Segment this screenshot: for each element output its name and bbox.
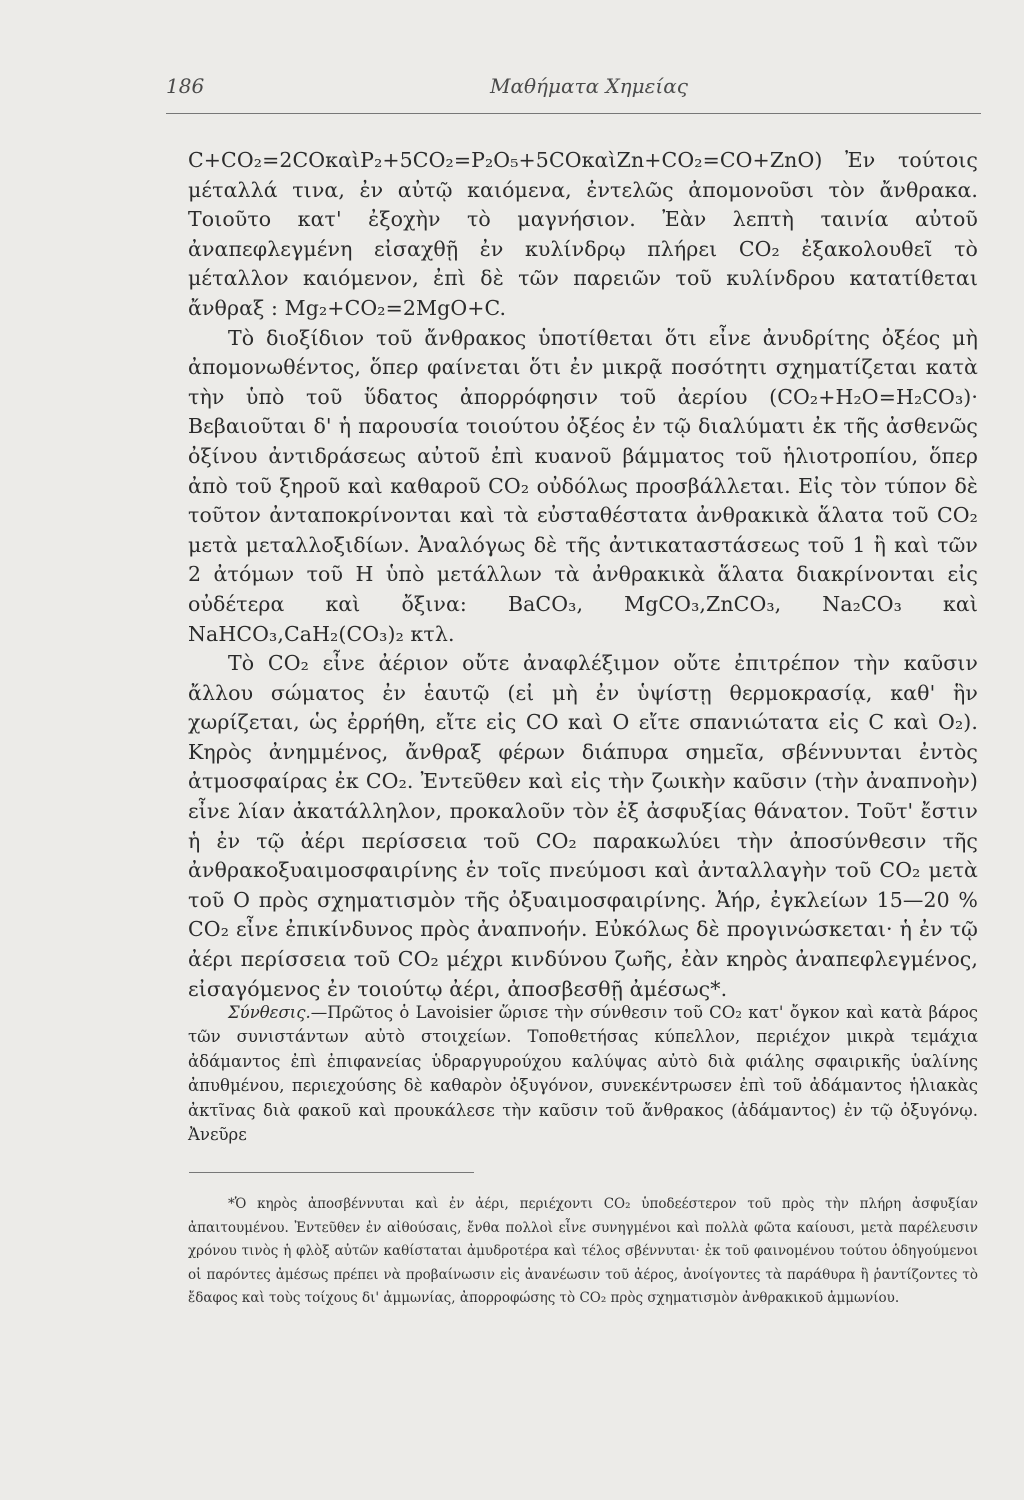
synthesis-text: —Πρῶτος ὁ Lavoisier ὥρισε τὴν σύνθεσιν τοῦ CO₂ κατ' ὄγκον καὶ κατὰ βάρος τῶν συνιστάντων αὐτὸ στοιχείων. Τοποθετήσας κύπελλον, περιέχον μικρὰ τεμάχια ἀδάμαντος ἐπὶ ἐπιφανείας ὑδραργυρούχου καλύψας αὐτὸ διὰ φιάλης σφαιρικῆς ὑαλίνης ἀπυθμένου, περιεχούσης δὲ καθαρὸν ὀξυγόνον, συνεκέντρωσεν ἐπὶ τοῦ ἀδάμαντος ἡλιακὰς ἀκτῖνας διὰ φακοῦ καὶ προυκάλεσε τὴν καῦσιν τοῦ ἄνθρακος (ἀδάμαντος) ἐν τῷ ὀξυγόνῳ. Ἀνεῦρε xyxy=(188,1003,978,1145)
paragraph-2: Τὸ διοξίδιον τοῦ ἄνθρακος ὑποτίθεται ὅτι εἶνε ἀνυδρίτης ὀξέος μὴ ἀπομονωθέντος, ὅπερ φαίνεται ὅτι ἐν μικρᾷ ποσότητι σχηματίζεται κατὰ τὴν ὑπὸ τοῦ ὕδατος ἀπορρόφησιν τοῦ ἀερίου (CO₂+H₂O=H₂CO₃)· Βεβαιοῦται δ' ἡ παρουσία τοιούτου ὀξέος ἐν τῷ διαλύματι ἐκ τῆς ἀσθενῶς ὀξίνου ἀντιδράσεως αὐτοῦ ἐπὶ κυανοῦ βάμματος τοῦ ἡλιοτροπίου, ὅπερ ἀπὸ τοῦ ξηροῦ καὶ καθαροῦ CO₂ οὐδόλως προσβάλλεται. Εἰς τὸν τύπον δὲ τοῦτον ἀνταποκρίνονται καὶ τὰ εὐσταθέστατα ἀνθρακικὰ ἅλατα τοῦ CO₂ μετὰ μεταλλοξιδίων. Ἀναλόγως δὲ τῆς ἀντικαταστάσεως τοῦ 1 ἢ καὶ τῶν 2 ἀτόμων τοῦ H ὑπὸ μετάλλων τὰ ἀνθρακικὰ ἅλατα διακρίνονται εἰς οὐδέτερα καὶ ὄξινα: BaCO₃, MgCO₃,ZnCO₃, Na₂CO₃ καὶ NaHCO₃,CaH₂(CO₃)₂ κτλ. xyxy=(188,325,978,646)
page-number: 186 xyxy=(166,74,205,98)
header-rule xyxy=(166,113,981,114)
running-title: Μαθήματα Χημείας xyxy=(490,74,688,98)
synthesis-heading: Σύνθεσις. xyxy=(228,1003,311,1022)
synthesis-paragraph xyxy=(188,1001,978,1147)
main-body xyxy=(188,146,978,1004)
paragraph-1: C+CO₂=2COκαὶP₂+5CO₂=P₂O₅+5COκαὶZn+CO₂=CO+ZnO) Ἐν τούτοις μέταλλά τινα, ἐν αὐτῷ καιόμενα, ἐντελῶς ἀπομονοῦσι τὸν ἄνθρακα. Τοιοῦτο κατ' ἐξοχὴν τὸ μαγνήσιον. Ἐὰν λεπτὴ ταινία αὐτοῦ ἀναπεφλεγμένη εἰσαχθῇ ἐν κυλίνδρῳ πλήρει CO₂ ἐξακολουθεῖ τὸ μέταλλον καιόμενον, ἐπὶ δὲ τῶν παρειῶν τοῦ κυλίνδρου κατατίθεται ἄνθραξ : Mg₂+CO₂=2MgO+C. xyxy=(188,148,978,320)
footnote-text: *Ὁ κηρὸς ἀποσβέννυται καὶ ἐν ἀέρι, περιέχοντι CO₂ ὑποδεέστερον τοῦ πρὸς τὴν πλήρη ἀσφυξίαν ἀπαιτουμένου. Ἐντεῦθεν ἐν αἰθούσαις, ἔνθα πολλοὶ εἶνε συνηγμένοι καὶ πολλὰ φῶτα καίουσι, μετὰ παρέλευσιν χρόνου τινὸς ἡ φλὸξ αὐτῶν καθίσταται ἀμυδροτέρα καὶ τέλος σβέννυται· ἐκ τοῦ φαινομένου τούτου ὁδηγούμενοι οἱ παρόντες ἀμέσως πρέπει νὰ προβαίνωσιν εἰς ἀνανέωσιν τοῦ ἀέρος, ἀνοίγοντες τὰ παράθυρα ἢ ῥαντίζοντες τὸ ἔδαφος καὶ τοὺς τοίχους δι' ἀμμωνίας, ἀπορροφώσης τὸ CO₂ πρὸς σχηματισμὸν ἀνθρακικοῦ ἀμμωνίου. xyxy=(188,1196,978,1307)
paragraph-3: Τὸ CO₂ εἶνε ἀέριον οὔτε ἀναφλέξιμον οὔτε ἐπιτρέπον τὴν καῦσιν ἄλλου σώματος ἐν ἑαυτῷ (εἰ μὴ ἐν ὑψίστῃ θερμοκρασίᾳ, καθ' ἣν χωρίζεται, ὡς ἐρρήθη, εἴτε εἰς CO καὶ O εἴτε σπανιώτατα εἰς C καὶ O₂). Κηρὸς ἀνημμένος, ἄνθραξ φέρων διάπυρα σημεῖα, σβέννυνται ἐντὸς ἀτμοσφαίρας ἐκ CO₂. Ἐντεῦθεν καὶ εἰς τὴν ζωικὴν καῦσιν (τὴν ἀναπνοὴν) εἶνε λίαν ἀκατάλληλον, προκαλοῦν τὸν ἐξ ἀσφυξίας θάνατον. Τοῦτ' ἔστιν ἡ ἐν τῷ ἀέρι περίσσεια τοῦ CO₂ παρακωλύει τὴν ἀποσύνθεσιν τῆς ἀνθρακοξυαιμοσφαιρίνης ἐν τοῖς πνεύμοσι καὶ ἀνταλλαγὴν τοῦ CO₂ μετὰ τοῦ O πρὸς σχηματισμὸν τῆς ὀξυαιμοσφαιρίνης. Ἀήρ, ἐγκλείων 15—20 % CO₂ εἶνε ἐπικίνδυνος πρὸς ἀναπνοήν. Εὐκόλως δὲ προγινώσκεται· ἡ ἐν τῷ ἀέρι περίσσεια τοῦ CO₂ μέχρι κινδύνου ζωῆς, ἐὰν κηρὸς ἀναπεφλεγμένος, εἰσαγόμενος ἐν τοιούτῳ ἀέρι, ἀποσβεσθῇ ἀμέσως*. xyxy=(188,651,978,1001)
synthesis-section xyxy=(188,1001,978,1147)
footnote-rule xyxy=(189,1172,474,1173)
footnote xyxy=(188,1193,978,1311)
